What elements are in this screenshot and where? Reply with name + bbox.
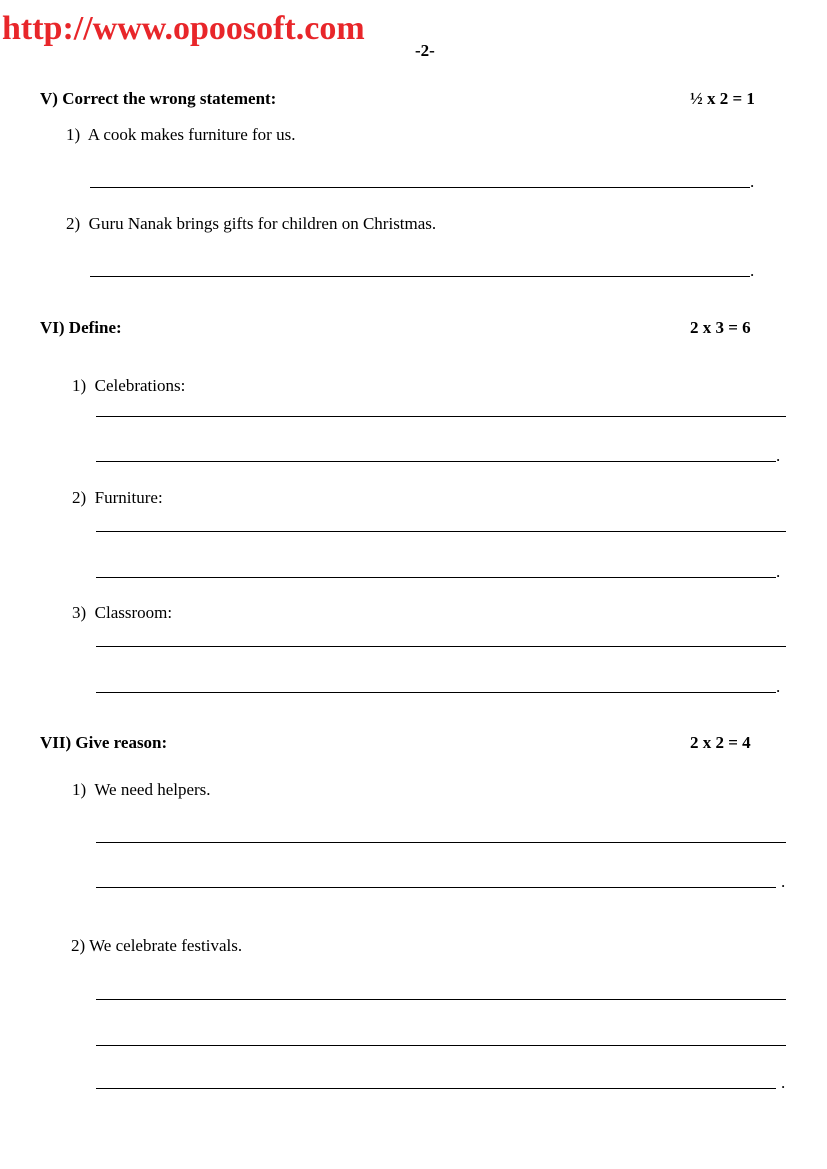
section-vi-heading: VI) Define: bbox=[40, 318, 122, 337]
answer-line-end: . bbox=[776, 562, 781, 581]
item-number: 1) bbox=[72, 780, 87, 799]
item-number: 1) bbox=[72, 376, 87, 395]
item-text: Guru Nanak brings gifts for children on Christmas. bbox=[88, 214, 437, 233]
answer-line-end: . bbox=[781, 872, 786, 891]
section-vii-item-2 bbox=[71, 936, 242, 956]
answer-line-end: . bbox=[750, 261, 755, 280]
item-number: 2) bbox=[71, 936, 86, 955]
page-number: -2- bbox=[415, 41, 435, 60]
section-v-marks: ½ x 2 = 1 bbox=[690, 89, 755, 108]
answer-line[interactable] bbox=[96, 1088, 776, 1089]
section-vi-marks: 2 x 3 = 6 bbox=[690, 318, 751, 337]
answer-line[interactable] bbox=[96, 461, 776, 462]
item-number: 1) bbox=[66, 125, 81, 144]
answer-line-end: . bbox=[750, 172, 755, 191]
answer-line[interactable] bbox=[96, 692, 776, 693]
answer-line-end: . bbox=[776, 446, 781, 465]
section-vi-item-3 bbox=[72, 603, 172, 623]
section-vi-item-1 bbox=[72, 376, 185, 396]
item-number: 2) bbox=[72, 488, 87, 507]
answer-line[interactable] bbox=[96, 999, 786, 1000]
section-vii-marks: 2 x 2 = 4 bbox=[690, 733, 751, 752]
section-vii-heading: VII) Give reason: bbox=[40, 733, 168, 752]
section-v-item-2 bbox=[66, 214, 436, 234]
answer-line[interactable] bbox=[96, 416, 786, 417]
section-v-heading: V) Correct the wrong statement: bbox=[40, 89, 277, 108]
item-number: 3) bbox=[72, 603, 87, 622]
item-text: Celebrations: bbox=[94, 376, 186, 395]
answer-line[interactable] bbox=[90, 187, 750, 188]
item-number: 2) bbox=[66, 214, 81, 233]
item-text: Classroom: bbox=[94, 603, 173, 622]
section-vi-item-2 bbox=[72, 488, 163, 508]
answer-line[interactable] bbox=[96, 646, 786, 647]
answer-line-end: . bbox=[781, 1073, 786, 1092]
section-vii-item-1 bbox=[72, 780, 211, 800]
answer-line[interactable] bbox=[90, 276, 750, 277]
section-v-item-1 bbox=[66, 125, 295, 145]
watermark-url: http://www.opoosoft.com bbox=[2, 10, 365, 47]
answer-line[interactable] bbox=[96, 887, 776, 888]
answer-line-end: . bbox=[776, 677, 781, 696]
answer-line[interactable] bbox=[96, 531, 786, 532]
answer-line[interactable] bbox=[96, 577, 776, 578]
item-text: We need helpers. bbox=[94, 780, 211, 799]
answer-line[interactable] bbox=[96, 842, 786, 843]
answer-line[interactable] bbox=[96, 1045, 786, 1046]
item-text: A cook makes furniture for us. bbox=[87, 125, 296, 144]
item-text: We celebrate festivals. bbox=[89, 936, 243, 955]
item-text: Furniture: bbox=[94, 488, 163, 507]
